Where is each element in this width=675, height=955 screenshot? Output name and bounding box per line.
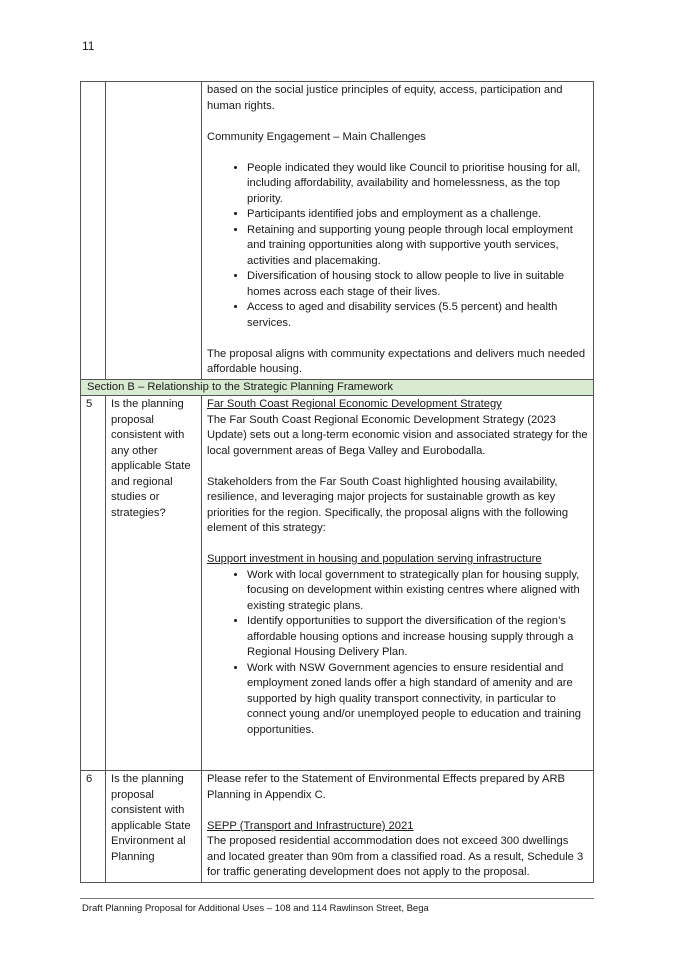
q6-para2: The proposed residential accommodation does not exceed 300 dwellings and located greater than 90m from a classified road. As a result, Schedule 3 for traffic generating development does not apply to the proposal.: [207, 835, 584, 878]
challenges-list: [207, 161, 588, 332]
list-item: • Participants identified jobs and employment as a challenge.: [247, 207, 588, 223]
q6-number: 6: [81, 771, 106, 883]
q5-number: 5: [81, 396, 106, 771]
table-row-continued: [81, 82, 594, 380]
q5-list: [207, 568, 588, 739]
list-item: • Access to aged and disability services (5.5 percent) and health services.: [247, 300, 588, 331]
list-item: • Diversification of housing stock to allow people to live in suitable homes across each stage of their lives.: [247, 269, 588, 300]
list-item: • Identify opportunities to support the diversification of the region’s affordable housing options and increase housing supply through a Regional Housing Delivery Plan.: [247, 614, 588, 661]
q5-response: [202, 396, 594, 771]
list-item: • People indicated they would like Council to prioritise housing for all, including affordability, availability and homelessness, as the top priority.: [247, 161, 588, 208]
planning-table: [80, 81, 594, 883]
q6-response: [202, 771, 594, 883]
q5-para2: Stakeholders from the Far South Coast highlighted housing availability, resilience, and leveraging major projects for sustainable growth as key priorities for the region. Specifically, the proposal aligns with the following element of this strategy:: [207, 475, 569, 534]
list-item: • Work with NSW Government agencies to ensure residential and employment zoned lands offer a high standard of amenity and are supported by high quality transport connectivity, in particular to connect young and/or unemployed people to education and training opportunities.: [247, 661, 588, 739]
q6-question: Is the planning proposal consistent with applicable State Environment al Planning: [106, 771, 202, 883]
footer-text: Draft Planning Proposal for Additional Uses – 108 and 114 Rawlinson Street, Bega: [82, 903, 429, 914]
q5-question: Is the planning proposal consistent with any other applicable State and regional studies or strategies?: [106, 396, 202, 771]
strategy-title: Far South Coast Regional Economic Development Strategy: [207, 398, 502, 410]
section-header-row: [81, 379, 594, 396]
q6-para1: Please refer to the Statement of Environmental Effects prepared by ARB Planning in Appendix C.: [207, 773, 565, 801]
conclusion-text: The proposal aligns with community expectations and delivers much needed affordable housing.: [207, 347, 586, 375]
table-row-q6: [81, 771, 594, 883]
cell-number: [81, 82, 106, 380]
table-row-q5: [81, 396, 594, 771]
cell-question: [106, 82, 202, 380]
list-item: • Work with local government to strategically plan for housing supply, focusing on development within existing centres where aligned with existing strategic plans.: [247, 568, 588, 615]
sepp-title: SEPP (Transport and Infrastructure) 2021: [207, 819, 414, 832]
footer-divider: [80, 898, 594, 899]
page-number: 11: [82, 39, 95, 53]
q5-para1: The Far South Coast Regional Economic Development Strategy (2023 Update) sets out a long-term economic vision and associated strategy for the local government areas of Bega Valley and Eurobodalla.: [207, 413, 588, 457]
list-item: • Retaining and supporting young people through local employment and training opportunities along with supportive youth services, activities and placemaking.: [247, 223, 588, 270]
cell-response: [202, 82, 594, 380]
section-b-heading: Section B – Relationship to the Strategic Planning Framework: [81, 379, 594, 396]
challenges-heading: Community Engagement – Main Challenges: [207, 130, 426, 143]
intro-text: based on the social justice principles of equity, access, participation and human rights.: [207, 84, 563, 112]
q5-subtitle: Support investment in housing and population serving infrastructure: [207, 553, 542, 565]
